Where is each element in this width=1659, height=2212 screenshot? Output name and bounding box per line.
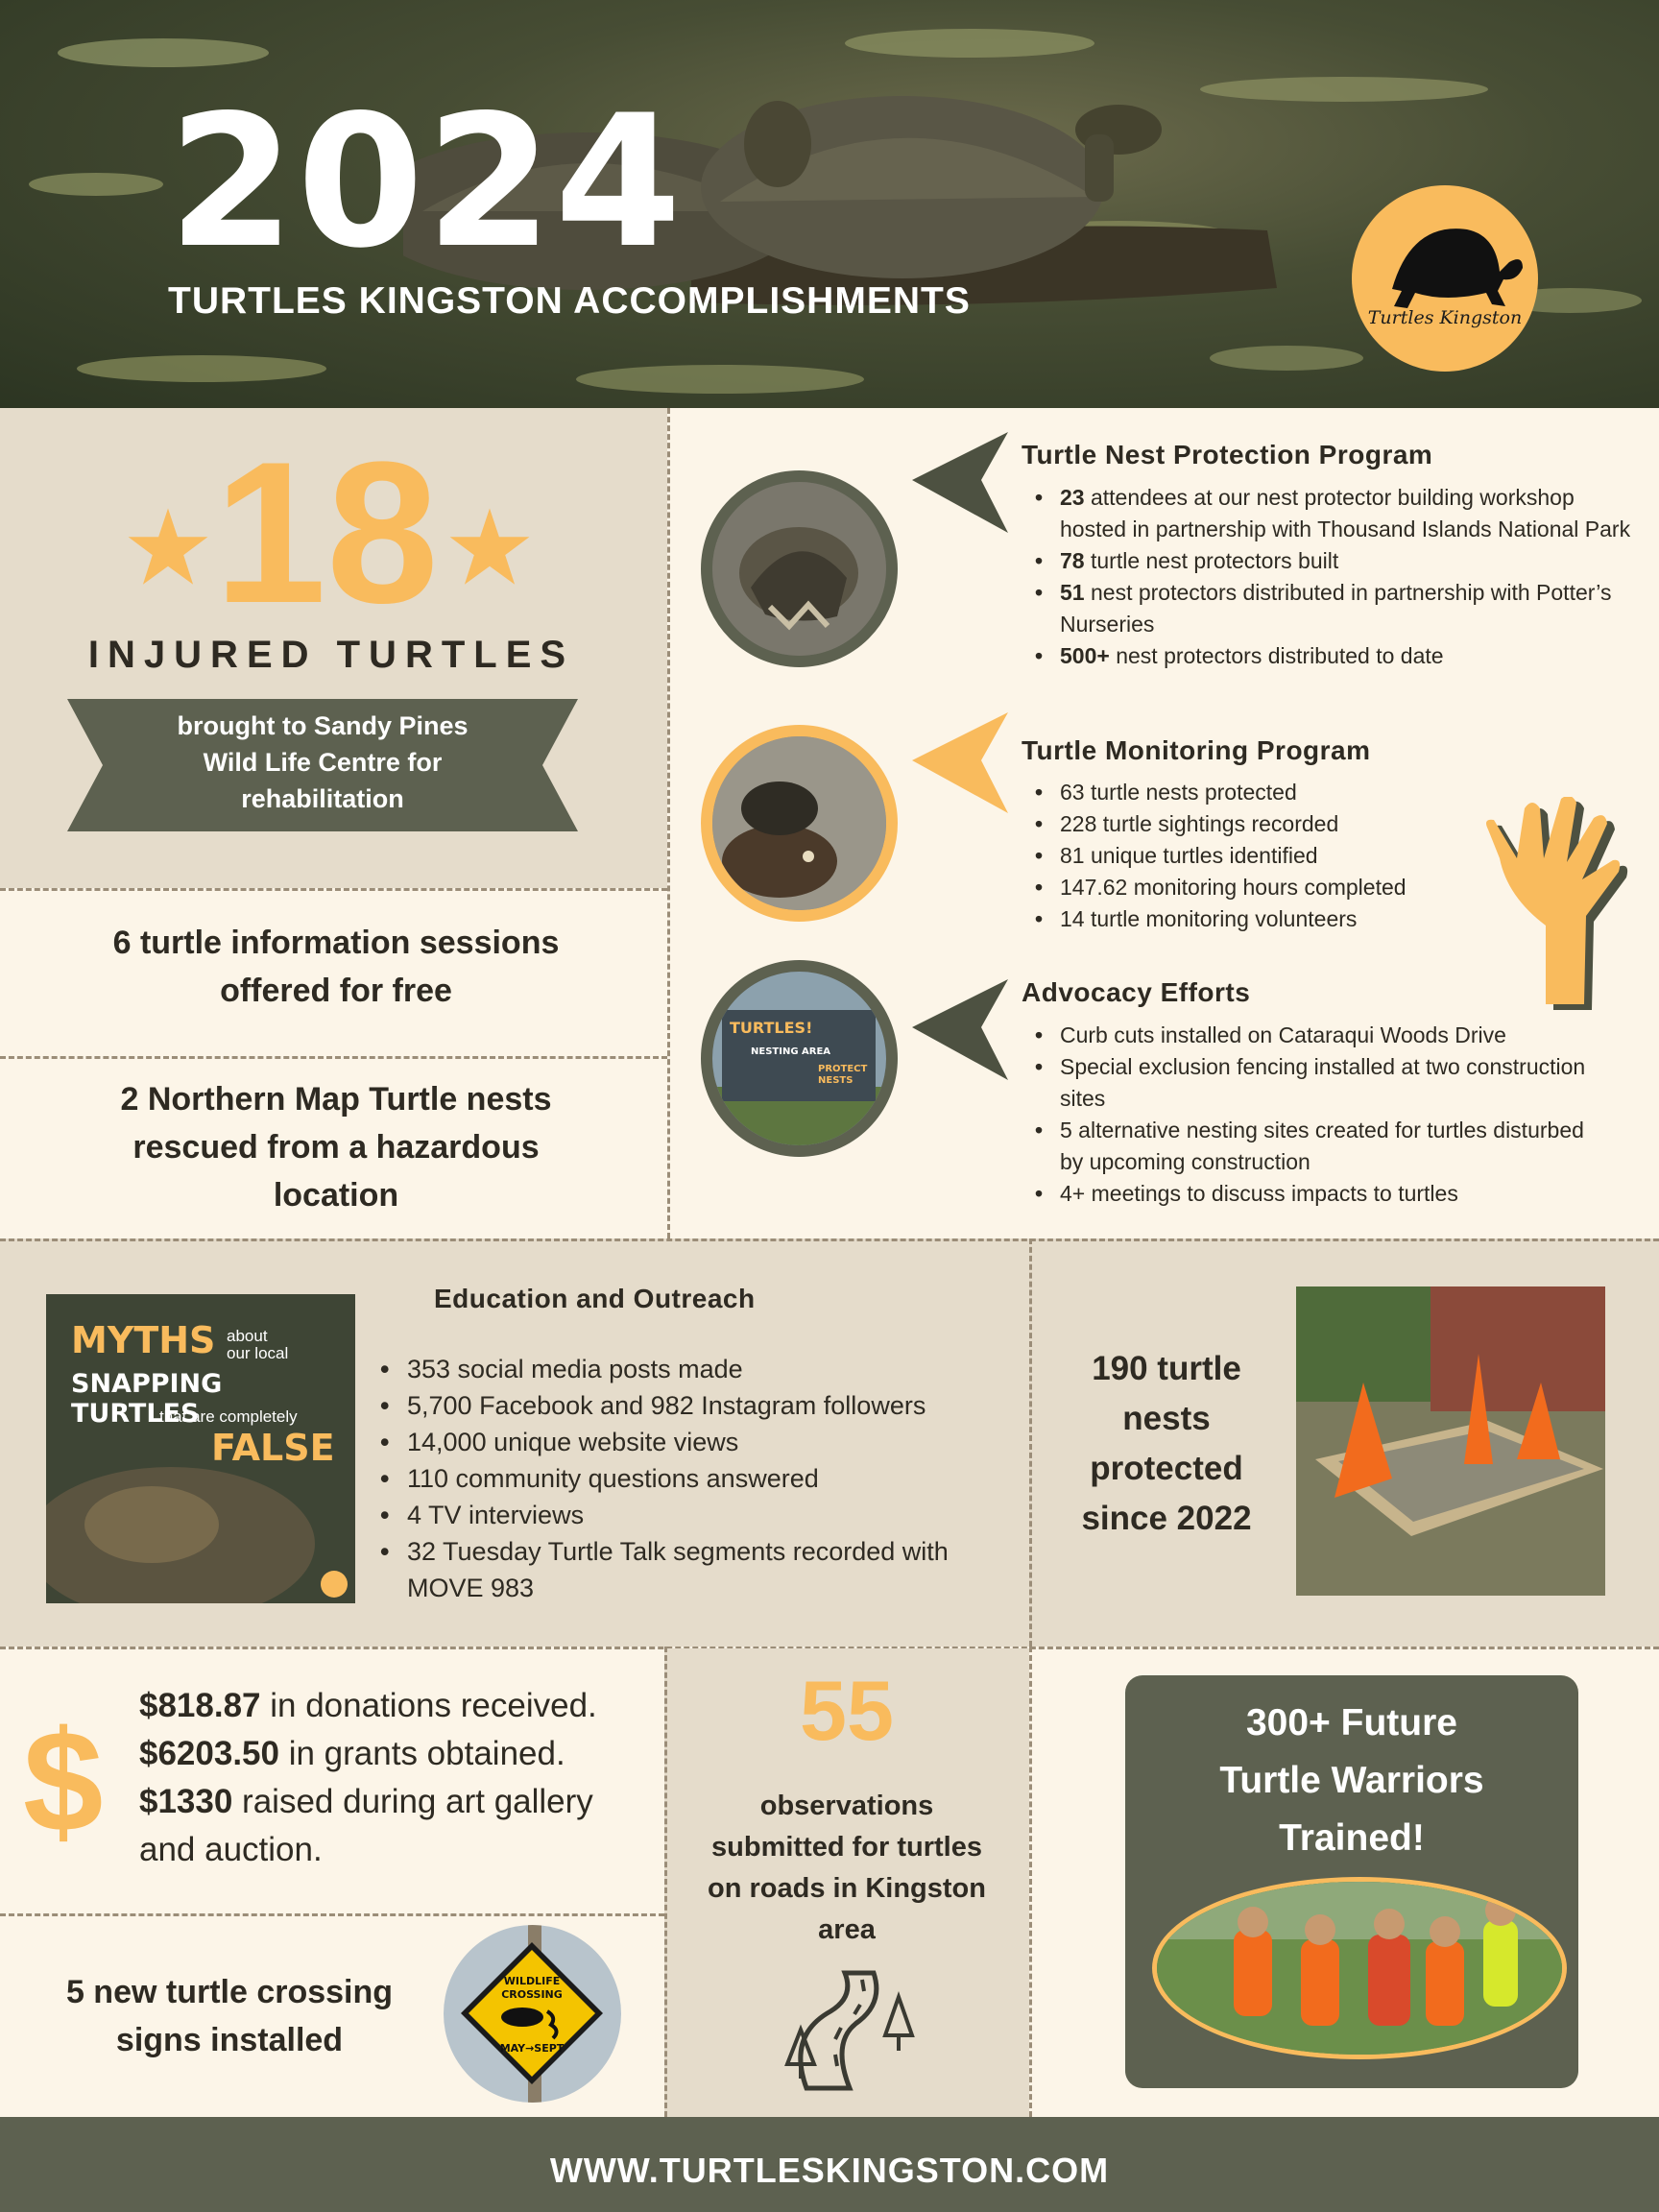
poster-completely: that are completely <box>159 1407 298 1426</box>
stat-line: 190 turtle <box>1092 1350 1241 1387</box>
list-item: • 500+ nest protectors distributed to date <box>1022 640 1636 672</box>
injured-label: INJURED TURTLES <box>87 634 575 676</box>
sign-line: CROSSING <box>501 1988 563 2001</box>
poster-snapping: SNAPPING TURTLES <box>71 1369 223 1429</box>
ribbon-line: Wild Life Centre for <box>203 748 443 777</box>
nests-since-stat <box>1046 1344 1286 1544</box>
crossing-signs-stat <box>23 1968 436 2064</box>
divider <box>0 1913 664 1916</box>
pointer-arrow-icon <box>912 432 1008 533</box>
auction-amount: $1330 <box>139 1783 233 1820</box>
stat-line: nests <box>1122 1400 1211 1437</box>
stat-line: 5 new turtle crossing <box>65 1974 394 2010</box>
divider <box>667 408 670 1238</box>
nest-cones-photo <box>1296 1286 1605 1596</box>
poster-our-local: our local <box>227 1344 289 1362</box>
poster-myths: MYTHS <box>71 1319 216 1361</box>
road-icon <box>778 1968 922 2093</box>
turtle-icon <box>1352 185 1538 372</box>
list-item: • Special exclusion fencing installed at two construction sites <box>1022 1051 1607 1115</box>
education-list <box>374 1351 1027 1606</box>
stat-line: on roads in Kingston <box>708 1873 986 1904</box>
divider <box>1029 1647 1032 2117</box>
logo-text: Turtles Kingston <box>1367 307 1523 328</box>
nest-protection-list <box>1022 482 1636 672</box>
list-item: • 147.62 monitoring hours completed <box>1022 872 1559 903</box>
year-heading: 2024 <box>168 76 684 288</box>
sessions-stat <box>38 919 634 1015</box>
warriors-line: Trained! <box>1279 1817 1425 1859</box>
stat-line: location <box>273 1177 399 1214</box>
page-title: TURTLES KINGSTON ACCOMPLISHMENTS <box>168 280 971 322</box>
pointer-arrow-icon <box>912 979 1008 1080</box>
donation-text: in donations received. <box>260 1687 597 1724</box>
raised-hand-icon <box>1486 797 1630 1010</box>
list-item: • 5 alternative nesting sites created for turtles disturbed by upcoming construction <box>1022 1115 1607 1178</box>
list-item: • 4 TV interviews <box>374 1497 1027 1533</box>
list-item: • Curb cuts installed on Cataraqui Woods Drive <box>1022 1020 1607 1051</box>
observations-count: 55 <box>800 1663 894 1758</box>
program-title: Turtle Monitoring Program <box>1022 735 1371 765</box>
stat-line: observations <box>759 1791 934 1821</box>
myths-poster <box>46 1294 355 1603</box>
divider <box>1029 1238 1032 1647</box>
sign-title: TURTLES! <box>730 1019 813 1037</box>
stat-line: submitted for turtles <box>711 1832 982 1863</box>
poster-false: FALSE <box>211 1427 335 1469</box>
list-item: • 78 turtle nest protectors built <box>1022 545 1636 577</box>
list-item: • 353 social media posts made <box>374 1351 1027 1387</box>
poster-about: about <box>227 1327 268 1345</box>
list-item: • 51 nest protectors distributed in partnership with Potter’s Nurseries <box>1022 577 1636 640</box>
list-item: • 81 unique turtles identified <box>1022 840 1559 872</box>
monitoring-photo <box>701 725 898 922</box>
stat-line: since 2022 <box>1081 1500 1252 1537</box>
list-item: • 5,700 Facebook and 982 Instagram followers <box>374 1387 1027 1424</box>
education-title: Education and Outreach <box>434 1284 756 1313</box>
website-link[interactable]: WWW.TURTLESKINGSTON.COM <box>549 2151 1110 2190</box>
map-turtle-stat <box>38 1075 634 1219</box>
stat-line: 6 turtle information sessions <box>112 925 560 961</box>
sign-line: NESTING AREA <box>751 1046 831 1057</box>
list-item: • 63 turtle nests protected <box>1022 777 1559 808</box>
grant-text: in grants obtained. <box>278 1735 565 1772</box>
program-title: Turtle Nest Protection Program <box>1022 440 1433 469</box>
advocacy-list <box>1022 1020 1607 1210</box>
warriors-text <box>1125 1695 1578 1867</box>
stat-line: area <box>818 1914 876 1945</box>
grant-amount: $6203.50 <box>139 1735 279 1772</box>
stat-line: 2 Northern Map Turtle nests <box>120 1081 552 1118</box>
donations-text <box>139 1682 658 1874</box>
sign-line: PROTECT <box>818 1064 868 1074</box>
program-title: Advocacy Efforts <box>1022 977 1251 1007</box>
list-item: • 14 turtle monitoring volunteers <box>1022 903 1559 935</box>
monitoring-list <box>1022 777 1559 935</box>
stat-line: protected <box>1090 1450 1243 1487</box>
sign-line: NESTS <box>818 1075 854 1086</box>
list-item: • 23 attendees at our nest protector building workshop hosted in partnership with Thousand Islands National Park <box>1022 482 1636 545</box>
dollar-icon: $ <box>23 1700 104 1862</box>
ribbon-line: brought to Sandy Pines <box>177 711 469 740</box>
list-item: • 228 turtle sightings recorded <box>1022 808 1559 840</box>
warriors-photo <box>1152 1877 1567 2059</box>
divider <box>0 1056 667 1059</box>
warriors-line: Turtle Warriors <box>1219 1760 1484 1801</box>
turtles-kingston-logo <box>1352 185 1538 372</box>
stat-line: signs installed <box>115 2022 344 2058</box>
observations-text <box>664 1786 1029 1951</box>
crossing-sign-photo <box>444 1925 621 2103</box>
stat-line: offered for free <box>220 973 452 1009</box>
auction-text: raised during art gallery and auction. <box>139 1783 593 1868</box>
list-item: • 110 community questions answered <box>374 1460 1027 1497</box>
divider <box>0 1238 1659 1241</box>
injured-count: 18 <box>214 420 439 645</box>
sign-line: WILDLIFE <box>503 1975 561 1987</box>
list-item: • 4+ meetings to discuss impacts to turtles <box>1022 1178 1607 1210</box>
list-item: • 14,000 unique website views <box>374 1424 1027 1460</box>
list-item: • 32 Tuesday Turtle Talk segments recorded with MOVE 983 <box>374 1533 1027 1606</box>
sign-line: MAY→SEPT <box>499 2042 565 2055</box>
pointer-arrow-icon <box>912 712 1008 813</box>
donation-amount: $818.87 <box>139 1687 261 1724</box>
nest-protector-photo <box>701 470 898 667</box>
divider <box>0 888 667 891</box>
ribbon-text <box>96 708 549 817</box>
ribbon-line: rehabilitation <box>241 784 404 813</box>
stat-line: rescued from a hazardous <box>132 1129 540 1166</box>
advocacy-sign-photo <box>701 960 898 1157</box>
warriors-line: 300+ Future <box>1245 1702 1457 1743</box>
